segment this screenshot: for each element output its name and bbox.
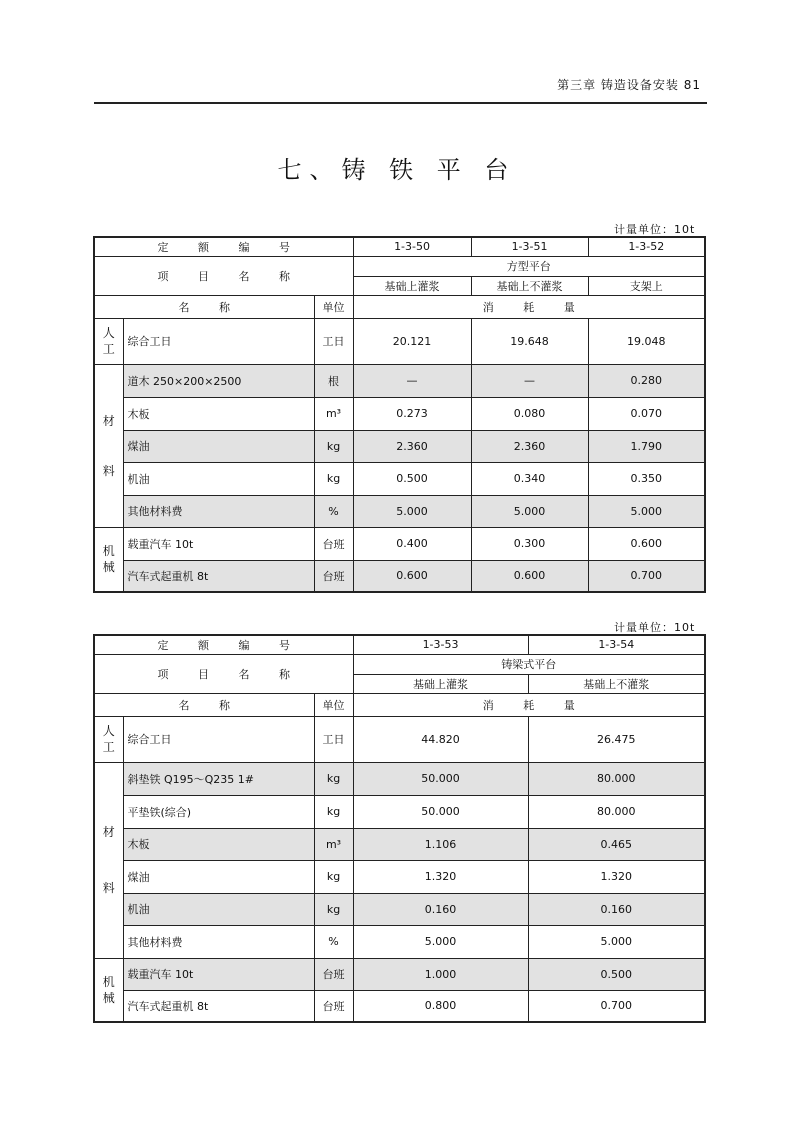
chapter-page-label: 第三章 铸造设备安装 81 xyxy=(557,78,701,92)
resource-unit: 台班 xyxy=(314,958,353,990)
consumption-value: 0.500 xyxy=(353,462,471,495)
item-name-label: 项 目 名 称 xyxy=(94,256,353,295)
resource-name: 其他材料费 xyxy=(123,495,314,527)
page-header xyxy=(94,74,707,104)
consumption-value: 80.000 xyxy=(528,795,705,828)
consumption-value: 0.273 xyxy=(353,397,471,430)
category-material: 材 料 xyxy=(94,762,123,958)
resource-name: 煤油 xyxy=(123,430,314,462)
consumption-value: 0.340 xyxy=(471,462,588,495)
consumption-value: 0.500 xyxy=(528,958,705,990)
consumption-value: 0.160 xyxy=(528,893,705,925)
consumption-value: 0.700 xyxy=(528,990,705,1022)
resource-unit: 台班 xyxy=(314,560,353,592)
resource-name: 道木 250×200×2500 xyxy=(123,364,314,397)
subitem-label: 基础上不灌浆 xyxy=(528,674,705,693)
subitem-label: 基础上不灌浆 xyxy=(471,276,588,295)
page-title: 七、铸 铁 平 台 xyxy=(277,156,517,184)
subitem-label: 支架上 xyxy=(588,276,705,295)
unit-column-header: 单位 xyxy=(314,693,353,716)
consumption-value: 0.600 xyxy=(471,560,588,592)
consumption-value: — xyxy=(471,364,588,397)
consumption-value: 50.000 xyxy=(353,795,528,828)
category-labor: 人 工 xyxy=(94,716,123,762)
category-labor: 人 工 xyxy=(94,318,123,364)
consumption-value: 0.800 xyxy=(353,990,528,1022)
resource-name: 汽车式起重机 8t xyxy=(123,990,314,1022)
consumption-value: 80.000 xyxy=(528,762,705,795)
quota-table-1 xyxy=(93,236,706,593)
consumption-value: 0.465 xyxy=(528,828,705,860)
name-column-header: 名 称 xyxy=(94,295,314,318)
consumption-value: 5.000 xyxy=(353,495,471,527)
resource-name: 机油 xyxy=(123,462,314,495)
resource-name: 汽车式起重机 8t xyxy=(123,560,314,592)
resource-name: 综合工日 xyxy=(123,318,314,364)
consumption-header: 消 耗 量 xyxy=(353,295,705,318)
consumption-value: 0.700 xyxy=(588,560,705,592)
resource-name: 木板 xyxy=(123,397,314,430)
resource-unit: kg xyxy=(314,860,353,893)
consumption-value: 0.280 xyxy=(588,364,705,397)
resource-name: 其他材料费 xyxy=(123,925,314,958)
resource-name: 载重汽车 10t xyxy=(123,958,314,990)
consumption-value: 0.600 xyxy=(588,527,705,560)
consumption-value: 19.048 xyxy=(588,318,705,364)
consumption-value: 1.106 xyxy=(353,828,528,860)
resource-name: 平垫铁(综合) xyxy=(123,795,314,828)
consumption-value: 20.121 xyxy=(353,318,471,364)
item-name-label: 项 目 名 称 xyxy=(94,654,353,693)
resource-name: 机油 xyxy=(123,893,314,925)
quota-table-2 xyxy=(93,634,706,1023)
category-machine: 机 械 xyxy=(94,527,123,592)
resource-unit: kg xyxy=(314,462,353,495)
consumption-value: 1.000 xyxy=(353,958,528,990)
quota-code: 1-3-52 xyxy=(588,237,705,256)
consumption-value: 2.360 xyxy=(471,430,588,462)
resource-unit: % xyxy=(314,925,353,958)
resource-unit: m³ xyxy=(314,397,353,430)
group-label: 方型平台 xyxy=(353,256,705,276)
subitem-label: 基础上灌浆 xyxy=(353,674,528,693)
consumption-value: 5.000 xyxy=(588,495,705,527)
category-material: 材 料 xyxy=(94,364,123,527)
resource-name: 载重汽车 10t xyxy=(123,527,314,560)
resource-unit: % xyxy=(314,495,353,527)
consumption-value: 1.320 xyxy=(353,860,528,893)
consumption-value: 0.070 xyxy=(588,397,705,430)
table1-unit: 计量单位：10t xyxy=(614,223,696,236)
consumption-value: 0.300 xyxy=(471,527,588,560)
consumption-value: — xyxy=(353,364,471,397)
consumption-value: 1.320 xyxy=(528,860,705,893)
resource-name: 综合工日 xyxy=(123,716,314,762)
resource-name: 斜垫铁 Q195～Q235 1# xyxy=(123,762,314,795)
resource-name: 煤油 xyxy=(123,860,314,893)
quota-code-label: 定 额 编 号 xyxy=(94,635,353,654)
quota-code-label: 定 额 编 号 xyxy=(94,237,353,256)
quota-code: 1-3-54 xyxy=(528,635,705,654)
consumption-header: 消 耗 量 xyxy=(353,693,705,716)
resource-unit: 根 xyxy=(314,364,353,397)
consumption-value: 0.600 xyxy=(353,560,471,592)
consumption-value: 0.350 xyxy=(588,462,705,495)
name-column-header: 名 称 xyxy=(94,693,314,716)
consumption-value: 5.000 xyxy=(471,495,588,527)
resource-name: 木板 xyxy=(123,828,314,860)
consumption-value: 0.160 xyxy=(353,893,528,925)
consumption-value: 26.475 xyxy=(528,716,705,762)
table2-unit: 计量单位：10t xyxy=(614,621,696,634)
resource-unit: kg xyxy=(314,762,353,795)
consumption-value: 2.360 xyxy=(353,430,471,462)
resource-unit: kg xyxy=(314,795,353,828)
consumption-value: 0.400 xyxy=(353,527,471,560)
quota-code: 1-3-50 xyxy=(353,237,471,256)
resource-unit: 工日 xyxy=(314,318,353,364)
consumption-value: 5.000 xyxy=(528,925,705,958)
consumption-value: 44.820 xyxy=(353,716,528,762)
resource-unit: m³ xyxy=(314,828,353,860)
resource-unit: kg xyxy=(314,430,353,462)
unit-column-header: 单位 xyxy=(314,295,353,318)
consumption-value: 1.790 xyxy=(588,430,705,462)
consumption-value: 50.000 xyxy=(353,762,528,795)
resource-unit: 工日 xyxy=(314,716,353,762)
quota-code: 1-3-53 xyxy=(353,635,528,654)
category-machine: 机 械 xyxy=(94,958,123,1022)
consumption-value: 19.648 xyxy=(471,318,588,364)
resource-unit: 台班 xyxy=(314,990,353,1022)
resource-unit: kg xyxy=(314,893,353,925)
resource-unit: 台班 xyxy=(314,527,353,560)
subitem-label: 基础上灌浆 xyxy=(353,276,471,295)
quota-code: 1-3-51 xyxy=(471,237,588,256)
consumption-value: 0.080 xyxy=(471,397,588,430)
consumption-value: 5.000 xyxy=(353,925,528,958)
group-label: 铸梁式平台 xyxy=(353,654,705,674)
